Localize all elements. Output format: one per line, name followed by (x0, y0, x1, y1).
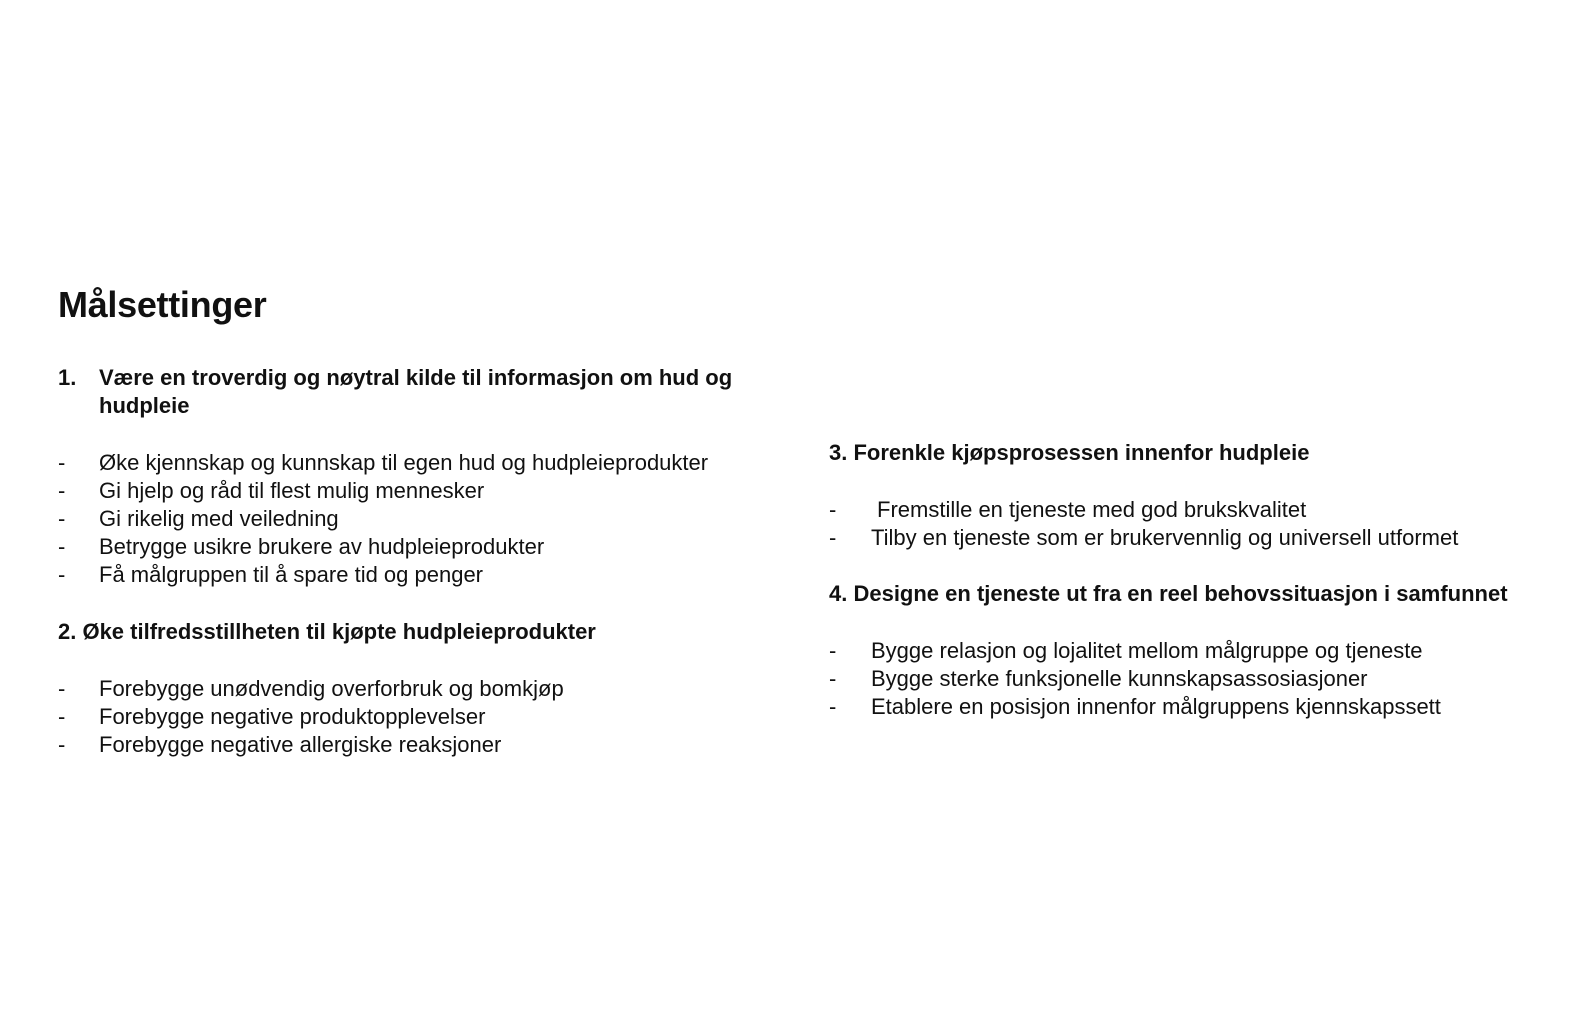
list-item-text: Gi hjelp og råd til flest mulig mennesker (99, 478, 485, 503)
list-item-text: Få målgruppen til å spare tid og penger (99, 562, 484, 587)
list-item (58, 675, 564, 703)
list-item (829, 496, 1458, 524)
list-item-text: Forebygge negative produktopplevelser (99, 704, 486, 729)
bullet-dash: - (58, 732, 66, 757)
goal-1-number: 1. (58, 365, 77, 390)
bullet-dash: - (829, 666, 837, 691)
goal-4-list (829, 637, 1441, 721)
goal-1-heading-text: Være en troverdig og nøytral kilde til informasjon om hud og hudpleie (99, 365, 733, 418)
list-item-text: Bygge relasjon og lojalitet mellom målgruppe og tjeneste (871, 638, 1423, 663)
goal-2-heading: 2. Øke tilfredsstillheten til kjøpte hudpleieprodukter (58, 619, 596, 644)
list-item (58, 703, 564, 731)
list-item (58, 477, 708, 505)
goal-1-heading (58, 364, 778, 420)
list-item (58, 449, 708, 477)
list-item (829, 637, 1441, 665)
goal-4-heading: 4. Designe en tjeneste ut fra en reel behovssituasjon i samfunnet (829, 581, 1508, 606)
list-item-text: Forebygge unødvendig overforbruk og bomkjøp (99, 676, 564, 701)
list-item (58, 731, 564, 759)
bullet-dash: - (829, 525, 837, 550)
goal-2-list (58, 675, 564, 759)
list-item-text: Fremstille en tjeneste med god brukskvalitet (877, 497, 1307, 522)
bullet-dash: - (829, 497, 837, 522)
bullet-dash: - (58, 450, 66, 475)
bullet-dash: - (58, 704, 66, 729)
bullet-dash: - (58, 506, 66, 531)
list-item (58, 533, 708, 561)
goal-3-heading: 3. Forenkle kjøpsprosessen innenfor hudpleie (829, 440, 1310, 465)
list-item-text: Etablere en posisjon innenfor målgruppens kjennskapssett (871, 694, 1441, 719)
bullet-dash: - (829, 694, 837, 719)
list-item (58, 561, 708, 589)
list-item-text: Gi rikelig med veiledning (99, 506, 339, 531)
bullet-dash: - (829, 638, 837, 663)
list-item (829, 665, 1441, 693)
list-item (829, 693, 1441, 721)
bullet-dash: - (58, 562, 66, 587)
page-title: Målsettinger (58, 284, 267, 325)
list-item (58, 505, 708, 533)
goal-1-list (58, 449, 708, 589)
list-item-text: Tilby en tjeneste som er brukervennlig og universell utformet (871, 525, 1459, 550)
bullet-dash: - (58, 478, 66, 503)
goal-3-list (829, 496, 1458, 552)
list-item-text: Betrygge usikre brukere av hudpleieprodukter (99, 534, 545, 559)
bullet-dash: - (58, 534, 66, 559)
bullet-dash: - (58, 676, 66, 701)
list-item-text: Øke kjennskap og kunnskap til egen hud og hudpleieprodukter (99, 450, 709, 475)
list-item-text: Forebygge negative allergiske reaksjoner (99, 732, 502, 757)
list-item-text: Bygge sterke funksjonelle kunnskapsassosiasjoner (871, 666, 1368, 691)
list-item (829, 524, 1458, 552)
